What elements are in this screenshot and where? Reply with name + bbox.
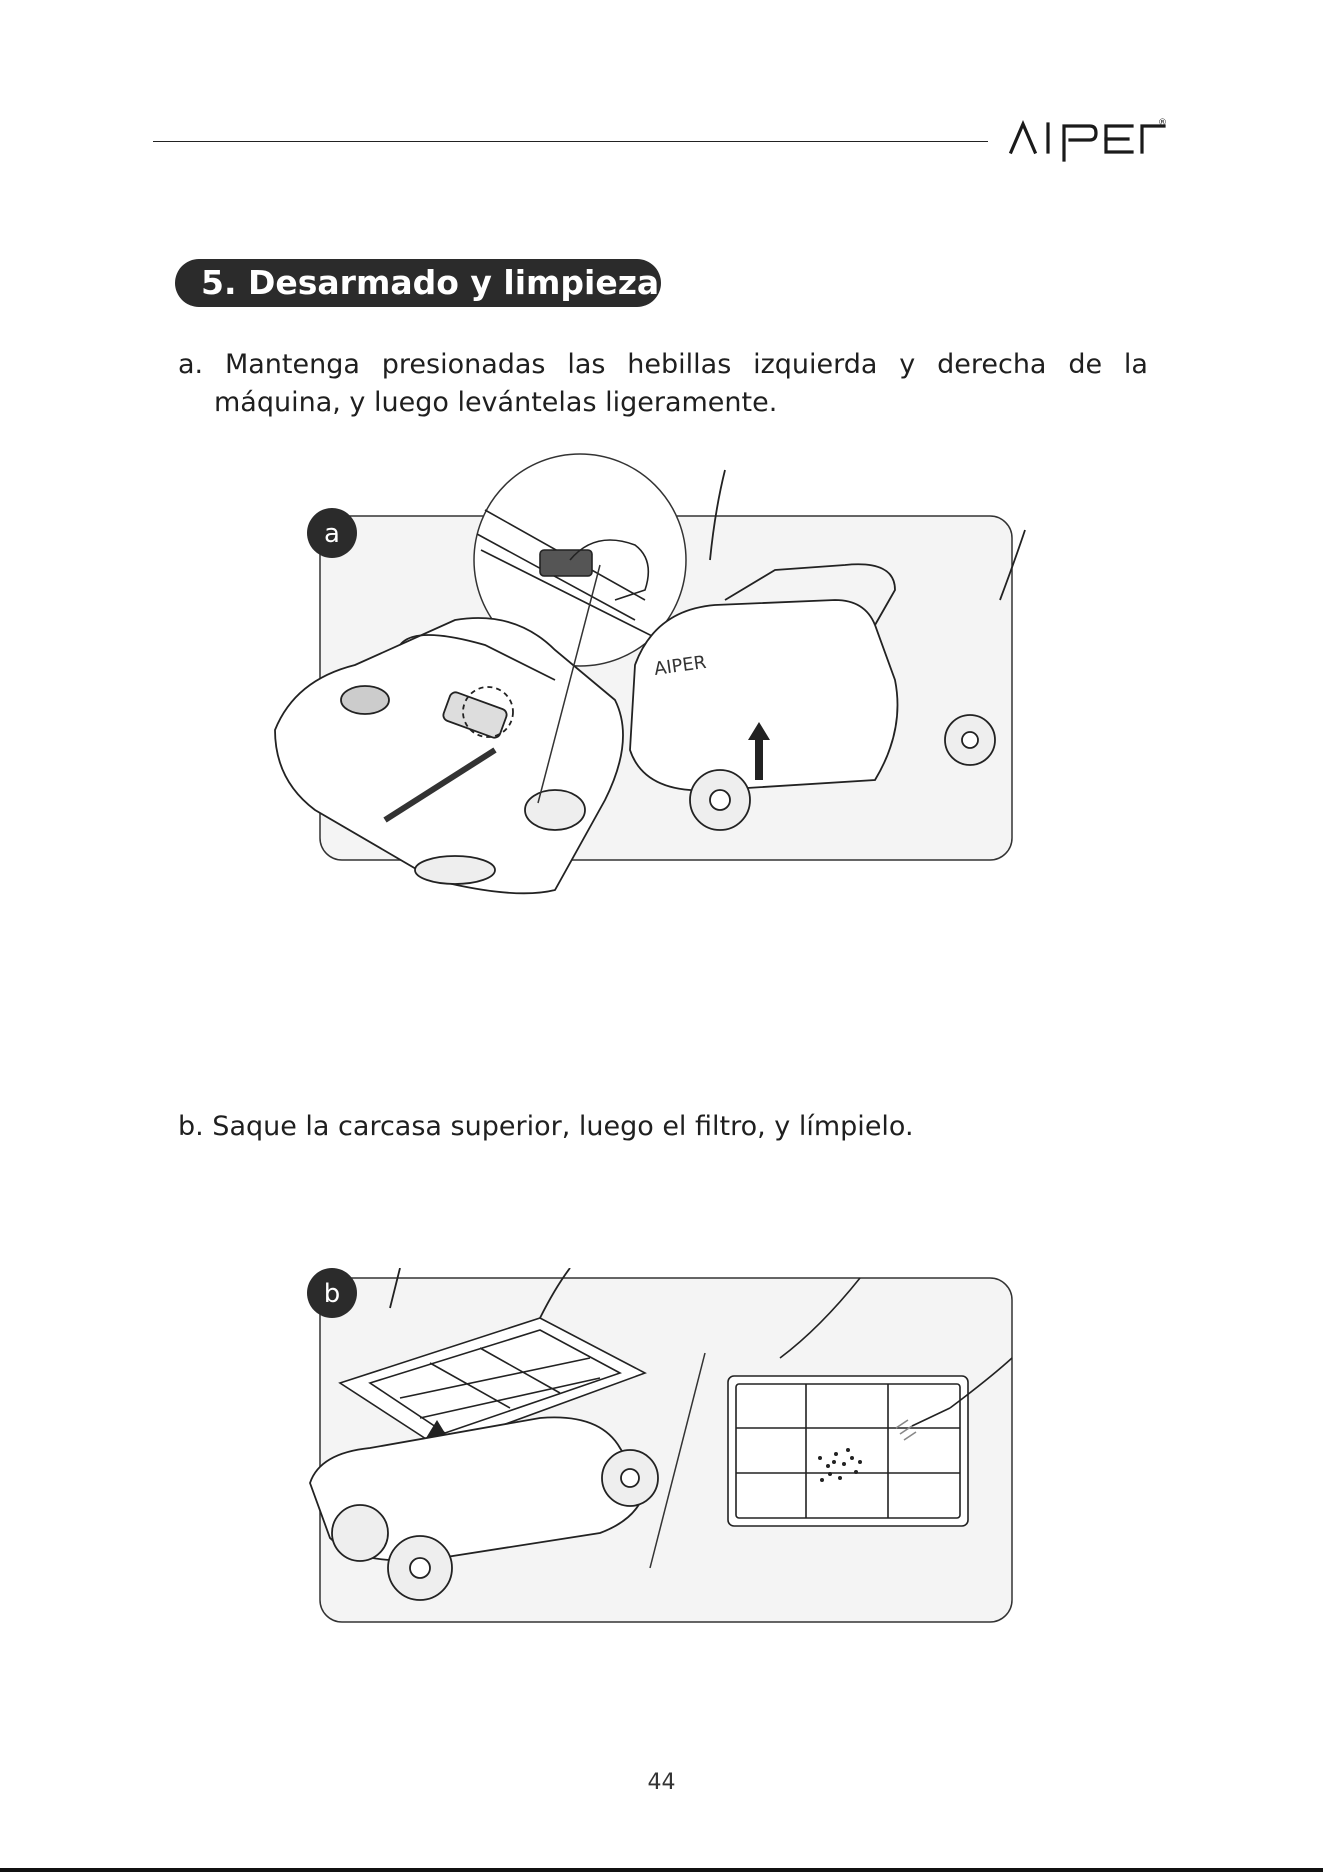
figure-b-illustration [300, 1268, 1020, 1628]
word: las [567, 349, 606, 380]
header-rule [153, 141, 988, 142]
page-number: 44 [647, 1770, 676, 1795]
step-a-marker: a. [178, 349, 204, 380]
bottom-rule [0, 1868, 1323, 1872]
word: derecha [937, 349, 1047, 380]
word: y [899, 349, 916, 380]
robot-logo-text: AIPER [652, 651, 708, 680]
word: hebillas [627, 349, 732, 380]
word: izquierda [753, 349, 878, 380]
figure-b-badge-label: b [323, 1279, 341, 1309]
step-b-text: b. Saque la carcasa superior, luego el filtro, y límpielo. [178, 1111, 914, 1142]
aiper-logo [1008, 112, 1172, 164]
step-a-line2: máquina, y luego levántelas ligeramente. [214, 387, 778, 418]
word: de [1068, 349, 1103, 380]
word: Mantenga [224, 349, 360, 380]
step-a-line1 [178, 346, 1148, 384]
section-title: 5. Desarmado y limpieza [175, 259, 661, 307]
word: la [1123, 349, 1148, 380]
step-a-text [178, 346, 1148, 422]
word: presionadas [381, 349, 546, 380]
registered-mark: ® [1158, 118, 1167, 128]
figure-a-badge-label: a [324, 519, 340, 549]
figure-a-illustration [255, 450, 1035, 900]
